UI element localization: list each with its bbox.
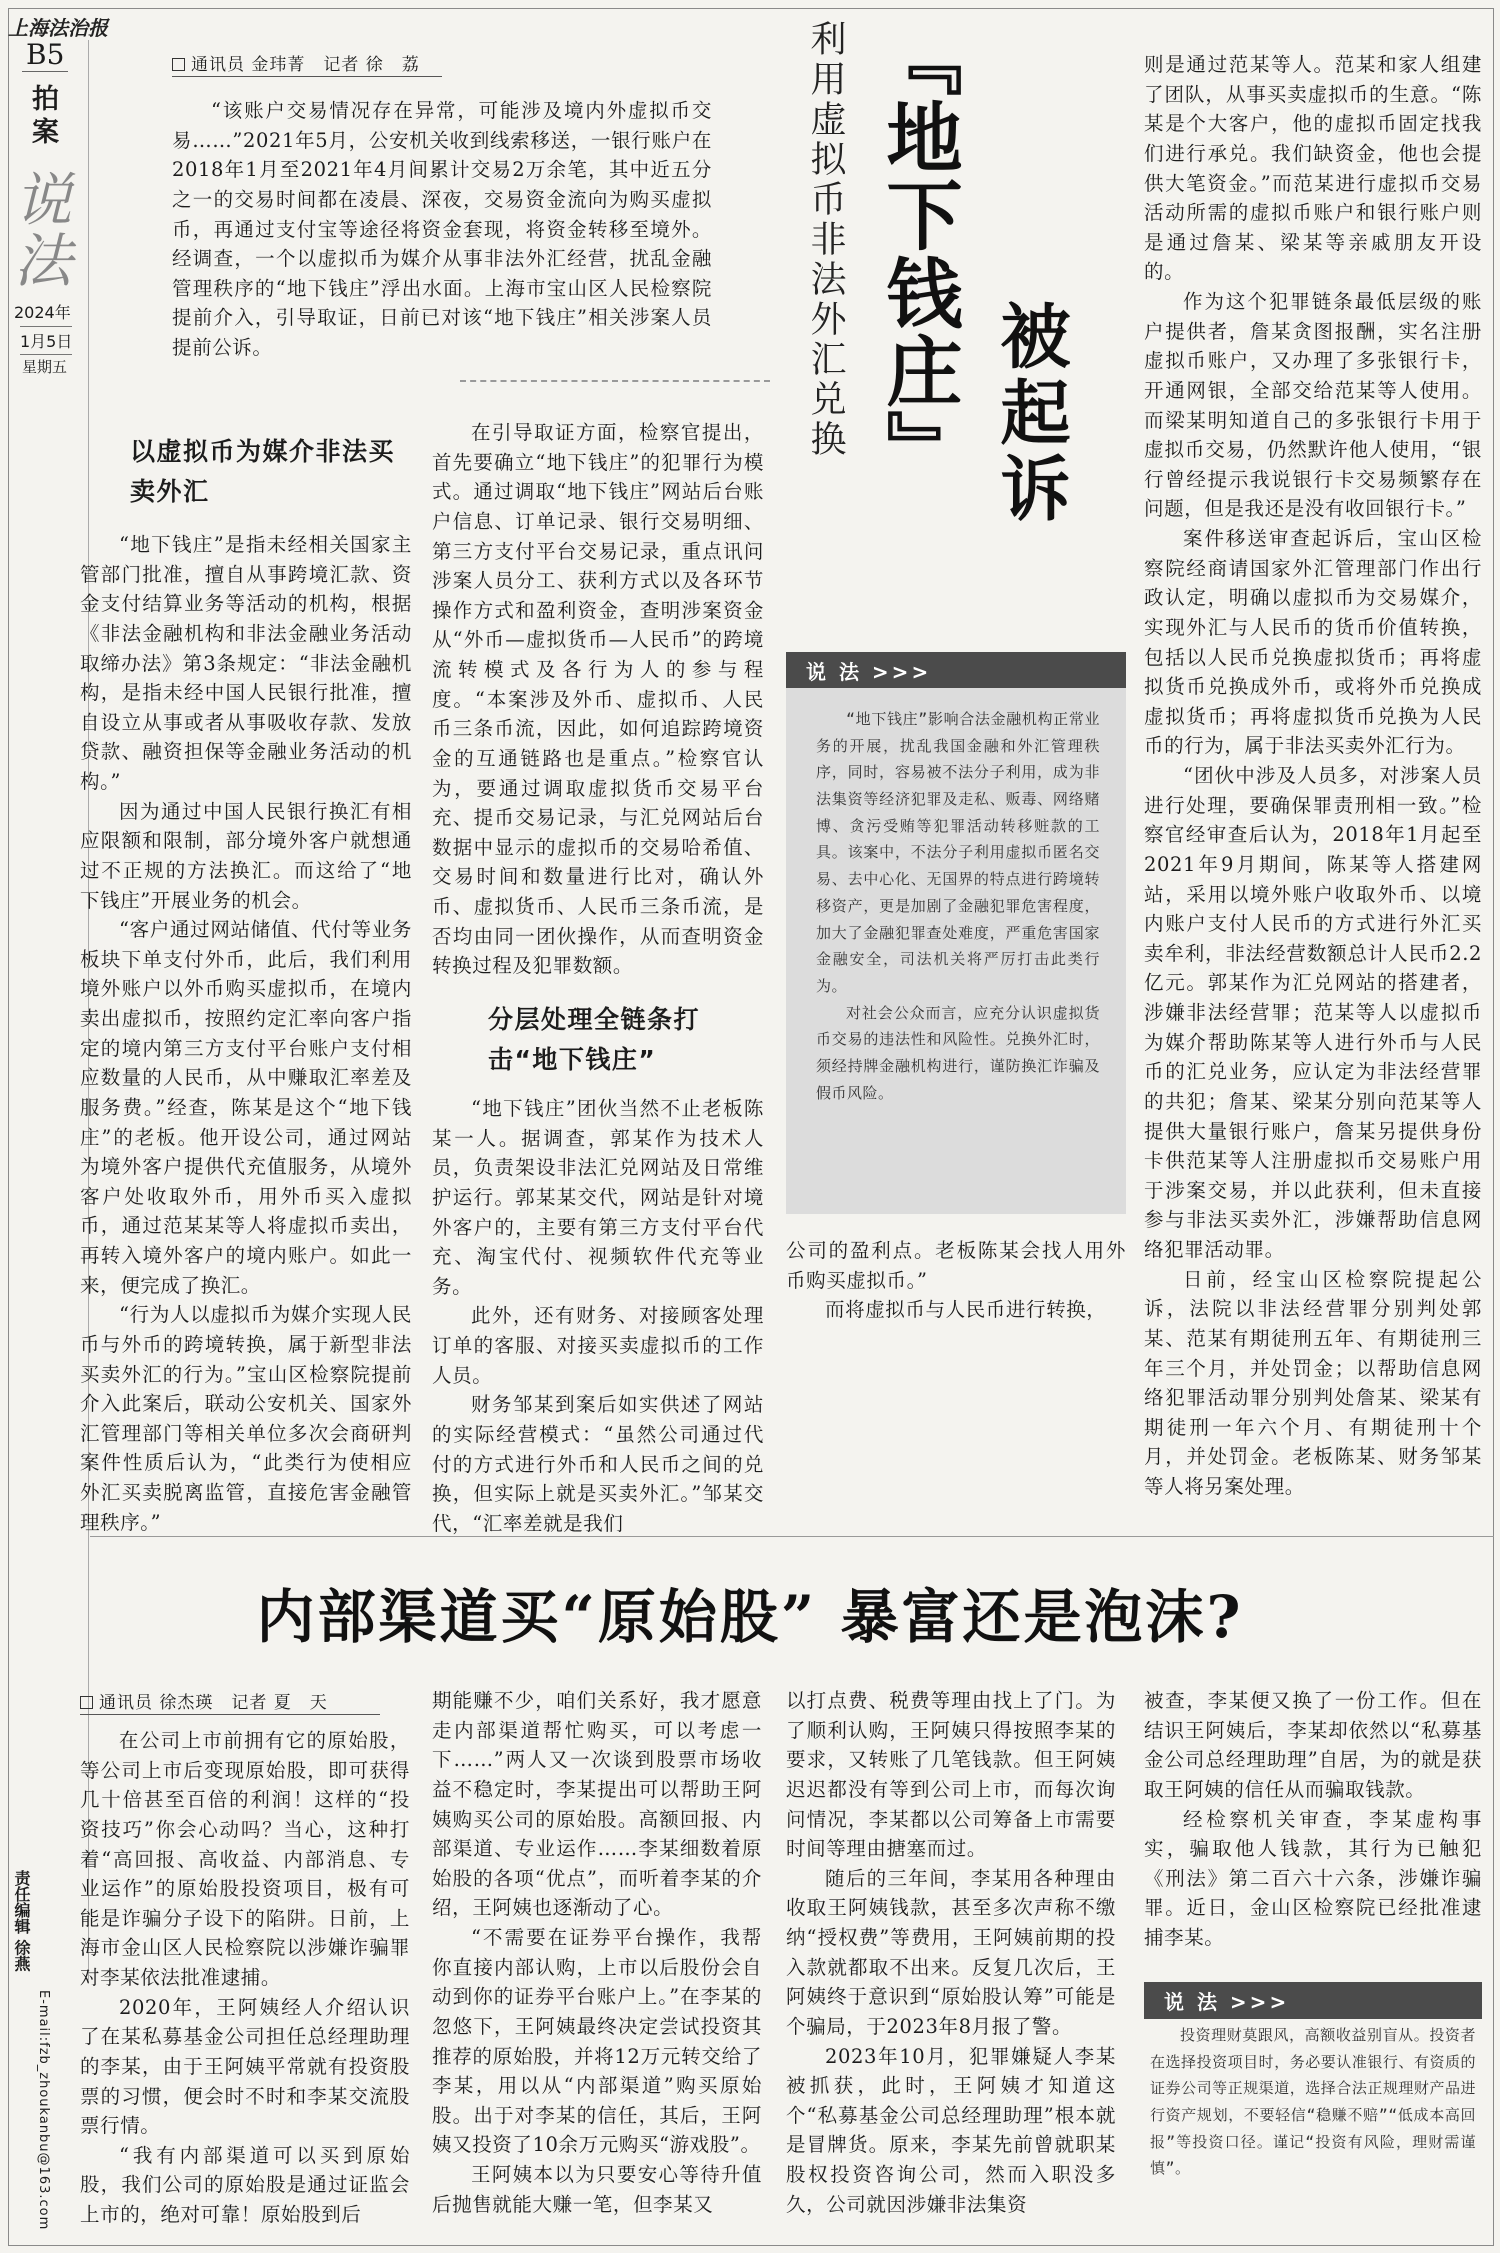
- article1-col1: [80, 530, 412, 1537]
- shuofa-paragraph: 对社会公众而言，应充分认识虚拟货币交易的违法性和风险性。兑换外汇时，须经持牌金融机构进行，谨防换汇诈骗及假币风险。: [816, 1003, 1100, 1102]
- col1-paragraph: “行为人以虚拟币为媒介实现人民币与外币的跨境转换，属于新型非法买卖外汇的行为。”宝山区检察院提前介入此案后，联动公安机关、国家外汇管理部门等相关单位多次会商研判案件性质后认为，“此类行为使相应外汇买卖脱离监管，直接危害金融管理秩序。”: [80, 1303, 412, 1534]
- editor-credit: 责任编辑 徐燕: [12, 1870, 31, 1972]
- a2-col4-paragraph: 经检察机关审查，李某虚构事实，骗取他人钱款，其行为已触犯《刑法》第二百六十六条，涉嫌诈骗罪。近日，金山区检察院已经批准逮捕李某。: [1144, 1807, 1482, 1949]
- col3-paragraph: 而将虚拟币与人民币进行转换，: [825, 1298, 1107, 1322]
- byline-text: 通讯员 徐杰瑛 记者 夏 天: [99, 1693, 328, 1713]
- heading-virtual-currency: 以虚拟币为媒介非法买卖外汇: [130, 437, 396, 506]
- col2-paragraph: 此外，还有财务、对接顾客处理订单的客服、对接买卖虚拟币的工作人员。: [432, 1304, 764, 1387]
- article1-col3: [786, 1236, 1126, 1325]
- article2-shuofa-text: [1150, 2022, 1476, 2182]
- byline-text: 通讯员 金玮菁 记者 徐 荔: [191, 55, 420, 75]
- article-separator: [90, 1536, 1494, 1537]
- article2-col4: [1144, 1686, 1482, 1953]
- lead-paragraph: “该账户交易情况存在异常，可能涉及境内外虚拟币交易……”2021年5月，公安机关收到线索移送，一银行账户在2018年1月至2021年4月间累计交易2万余笔，其中近五分之一的交易时间都在凌晨、深夜，交易资金流向为购买虚拟币，再通过支付宝等途径将资金套现，将资金转移至境外。经调查，一个以虚拟币为媒介从事非法外汇经营，扰乱金融管理秩序的“地下钱庄”浮出水面。上海市宝山区人民检察院提前介入，引导取证，日前已对该“地下钱庄”相关涉案人员提前公诉。: [172, 99, 712, 359]
- article1-subtitle: 利用虚拟币非法外汇兑换: [805, 20, 846, 460]
- a2-col3-paragraph: 以打点费、税费等理由找上了门。为了顺利认购，王阿姨只得按照李某的要求，又转账了几笔钱款。但王阿姨迟迟都没有等到公司上市，而每次询问情况，李某都以公司筹备上市需要时间等理由搪塞而过。: [786, 1689, 1116, 1861]
- col2-paragraph: 财务邹某到案后如实供述了网站的实际经营模式：“虽然公司通过代付的方式进行外币和人民币之间的兑换，但实际上就是买卖外汇。”邹某交代，“汇率差就是我们: [432, 1393, 764, 1535]
- masthead-paper-name: 上海法治报: [8, 16, 108, 40]
- shuofa-bar: 说 法 >>>: [786, 652, 1126, 689]
- article1-title-main: 『地下钱庄』: [874, 20, 963, 488]
- box-icon: [80, 1696, 93, 1709]
- col4-paragraph: 案件移送审查起诉后，宝山区检察院经商请国家外汇管理部门作出行政认定，明确以虚拟币为交易媒介，实现外汇与人民币的货币价值转换，包括以人民币兑换虚拟货币；再将虚拟货币兑换成外币，或将外币兑换成虚拟货币；再将虚拟货币兑换为人民币的行为，属于非法买卖外汇行为。: [1144, 527, 1482, 758]
- a2-col2-paragraph: 期能赚不少，咱们关系好，我才愿意走内部渠道帮忙购买，可以考虑一下……”两人又一次谈到股票市场收益不稳定时，李某提出可以帮助王阿姨购买公司的原始股。高额回报、内部渠道、专业运作……李某细数着原始股的各项“优点”，而听着李某的介绍，王阿姨也逐渐动了心。: [432, 1689, 762, 1920]
- col4-paragraph: 日前，经宝山区检察院提起公诉，法院以非法经营罪分别判处郭某、范某有期徒刑五年、有期徒刑三年三个月，并处罚金；以帮助信息网络犯罪活动罪分别判处詹某、梁某有期徒刑一年六个月、有期徒刑十个月，并处罚金。老板陈某、财务邹某等人将另案处理。: [1144, 1267, 1482, 1498]
- article1-title-action: 被起诉: [989, 300, 1072, 528]
- col4-paragraph: 作为这个犯罪链条最低层级的账户提供者，詹某贪图报酬，实名注册虚拟币账户，又办理了多张银行卡，开通网银，全部交给范某等人使用。而梁某明知道自己的多张银行卡用于虚拟币交易，仍然默许他人使用，“银行曾经提示我说银行卡交易频繁存在问题，但是我还是没有收回银行卡。”: [1144, 290, 1482, 521]
- col1-paragraph: “客户通过网站储值、代付等业务板块下单支付外币，此后，我们利用境外账户以外币购买虚拟币，在境内卖出虚拟币，按照约定汇率向客户指定的境内第三方支付平台账户支付相应数量的人民币，从中赚取汇率差及服务费。”经查，陈某是这个“地下钱庄”的老板。他开设公司，通过网站为境外客户提供代充值服务，从境外客户处收取外币，用外币买入虚拟币，通过范某某等人将虚拟币卖出，再转入境外客户的境内账户。如此一来，便完成了换汇。: [80, 918, 412, 1297]
- article2-byline: [80, 1688, 328, 1713]
- col2-paragraph: “地下钱庄”团伙当然不止老板陈某一人。据调查，郭某作为技术人员，负责架设非法汇兑网站及日常维护运行。郭某某交代，网站是针对境外客户的，主要有第三方支付平台代充、淘宝代付、视频软件代充等业务。: [432, 1097, 764, 1298]
- article1-lead: [172, 96, 712, 363]
- col1-paragraph: 因为通过中国人民银行换汇有相应限额和限制，部分境外客户就想通过不正规的方法换汇。而这给了“地下钱庄”开展业务的机会。: [80, 799, 412, 912]
- a2-col4-paragraph: 被查，李某便又换了一份工作。但在结识王阿姨后，李某却依然以“私募基金公司总经理助理”自居，为的就是获取王阿姨的信任从而骗取钱款。: [1144, 1689, 1482, 1801]
- shuofa-paragraph: “地下钱庄”影响合法金融机构正常业务的开展，扰乱我国金融和外汇管理秩序，同时，容易被不法分子利用，成为非法集资等经济犯罪及走私、贩毒、网络赌博、贪污受贿等犯罪活动转移赃款的工具。该案中，不法分子利用虚拟币匿名交易、去中心化、无国界的特点进行跨境转移资产，更是加剧了金融犯罪危害程度，加大了金融犯罪查处难度，严重危害国家金融安全，司法机关将严厉打击此类行为。: [816, 710, 1100, 995]
- article1-col2b: [432, 1094, 764, 1538]
- byline-underline: [172, 76, 442, 77]
- article2-shuofa-bar: 说 法 >>>: [1144, 1982, 1482, 2019]
- col2-paragraph: 在引导取证方面，检察官提出，首先要确立“地下钱庄”的犯罪行为模式。通过调取“地下钱庄”网站后台账户信息、订单记录、银行交易明细、第三方支付平台交易记录，重点讯问涉案人员分工、获利方式以及各环节操作方式和盈利资金，查明涉案资金从“外币—虚拟货币—人民币”的跨境流转模式及各行为人的参与程度。“本案涉及外币、虚拟币、人民币三条币流，因此，如何追踪跨境资金的互通链路也是重点。”检察官认为，要通过调取虚拟货币交易平台充、提币交易记录，与汇兑网站后台数据中显示的虚拟币的交易哈希值、交易时间和数量进行比对，确认外币、虚拟货币、人民币三条币流，是否均由同一团伙操作，从而查明资金转换过程及犯罪数额。: [432, 421, 764, 978]
- col3-paragraph: 公司的盈利点。老板陈某会找人用外币购买虚拟币。”: [786, 1239, 1126, 1292]
- byline-underline: [80, 1714, 380, 1715]
- col4-paragraph: 则是通过范某等人。范某和家人组建了团队，从事买卖虚拟币的生意。“陈某是个大客户，他的虚拟币固定找我们进行承兑。我们缺资金，他也会提供大笔资金。”而范某进行虚拟币交易活动所需的虚拟币账户和银行账户则是通过詹某、梁某等亲戚朋友开设的。: [1144, 53, 1482, 284]
- a2-col1-paragraph: 在公司上市前拥有它的原始股，等公司上市后变现原始股，即可获得几十倍甚至百倍的利润！这样的“投资技巧”你会心动吗？当心，这种打着“高回报、高收益、内部消息、专业运作”的原始股投资项目，极有可能是诈骗分子设下的陷阱。日前，上海市金山区人民检察院以涉嫌诈骗罪对李某依法批准逮捕。: [80, 1729, 410, 1989]
- article2-col2: [432, 1686, 762, 2219]
- section-name-a: 拍案: [32, 84, 59, 148]
- col1-paragraph: “地下钱庄”是指未经相关国家主管部门批准，擅自从事跨境汇款、资金支付结算业务等活动的机构，根据《非法金融机构和非法金融业务活动取缔办法》第3条规定：“非法金融机构，是指未经中国人民银行批准，擅自设立从事或者从事吸收存款、发放贷款、融资担保等金融业务活动的机构。”: [80, 533, 412, 793]
- a2-col1-paragraph: “我有内部渠道可以买到原始股，我们公司的原始股是通过证监会上市的，绝对可靠！原始股到后: [80, 2143, 410, 2226]
- shuofa-paragraph: 投资理财莫跟风，高额收益别盲从。投资者在选择投资项目时，务必要认准银行、有资质的证券公司等正规渠道，选择合法正规理财产品进行资产规划，不要轻信“稳赚不赔”“低成本高回报”等投资口径。谨记“投资有风险，理财需谨慎”。: [1150, 2026, 1476, 2178]
- date-year: 2024年: [14, 303, 71, 322]
- weekday: 星期五: [22, 358, 68, 376]
- page-number: B5: [22, 38, 68, 72]
- article2-title: 内部渠道买“原始股” 暴富还是泡沫?: [256, 1583, 1244, 1651]
- a2-col2-paragraph: 王阿姨本以为只要安心等待升值后抛售就能大赚一笔，但李某又: [432, 2163, 762, 2216]
- article1-col2a: [432, 418, 764, 981]
- a2-col3-paragraph: 2023年10月，犯罪嫌疑人李某被抓获，此时，王阿姨才知道这个“私募基金公司总经理助理”根本就是冒牌货。原来，李某先前曾就职某股权投资咨询公司，然而入职没多久，公司就因涉嫌非法集资: [786, 2044, 1116, 2216]
- article1-byline: [172, 50, 420, 75]
- editor-email: E-mail:fzb_zhoukanbu@163.com: [36, 1990, 51, 2231]
- date-day: 1月5日: [20, 326, 72, 355]
- section-name-b: 说法: [14, 166, 73, 295]
- shuofa-text: [816, 706, 1100, 1106]
- a2-col3-paragraph: 随后的三年间，李某用各种理由收取王阿姨钱款，甚至多次声称不缴纳“授权费”等费用，王阿姨前期的投入款就都取不出来。反复几次后，王阿姨终于意识到“原始股认筹”可能是个骗局，于2023年8月报了警。: [786, 1866, 1116, 2038]
- a2-col2-paragraph: “不需要在证券平台操作，我帮你直接内部认购，上市以后股份会自动到你的证券平台账户上。”在李某的忽悠下，王阿姨最终决定尝试投资其推荐的原始股，并将12万元转交给了李某，用以从“内部渠道”购买原始股。出于对李某的信任，其后，王阿姨又投资了10余万元购买“游戏股”。: [432, 1926, 762, 2157]
- article1-col4: [1144, 50, 1482, 1502]
- article2-col3: [786, 1686, 1116, 2219]
- a2-col1-paragraph: 2020年，王阿姨经人介绍认识了在某私募基金公司担任总经理助理的李某，由于王阿姨平常就有投资股票的习惯，便会时不时和李某交流股票行情。: [80, 1995, 410, 2138]
- article2-col1: [80, 1726, 410, 2230]
- col4-paragraph: “团伙中涉及人员多，对涉案人员进行处理，要确保罪责刑相一致。”检察官经审查后认为，2018年1月起至2021年9月期间，陈某等人搭建网站，采用以境外账户收取外币、以境内账户支付人民币的方式进行外汇买卖牟利，非法经营数额总计人民币2.2亿元。郭某作为汇兑网站的搭建者，涉嫌非法经营罪；范某等人以虚拟币为媒介帮助陈某等人进行外币与人民币的汇兑业务，应认定为非法经营罪的共犯；詹某、梁某分别向范某等人提供大量银行账户，詹某另提供身份卡供范某等人注册虚拟币交易账户用于涉案交易，并以此获利，但未直接参与非法买卖外汇，涉嫌帮助信息网络犯罪活动罪。: [1144, 764, 1482, 1261]
- heading-layered-processing: 分层处理全链条打击“地下钱庄”: [488, 1005, 701, 1074]
- box-icon: [172, 58, 185, 71]
- lead-divider: [460, 380, 770, 382]
